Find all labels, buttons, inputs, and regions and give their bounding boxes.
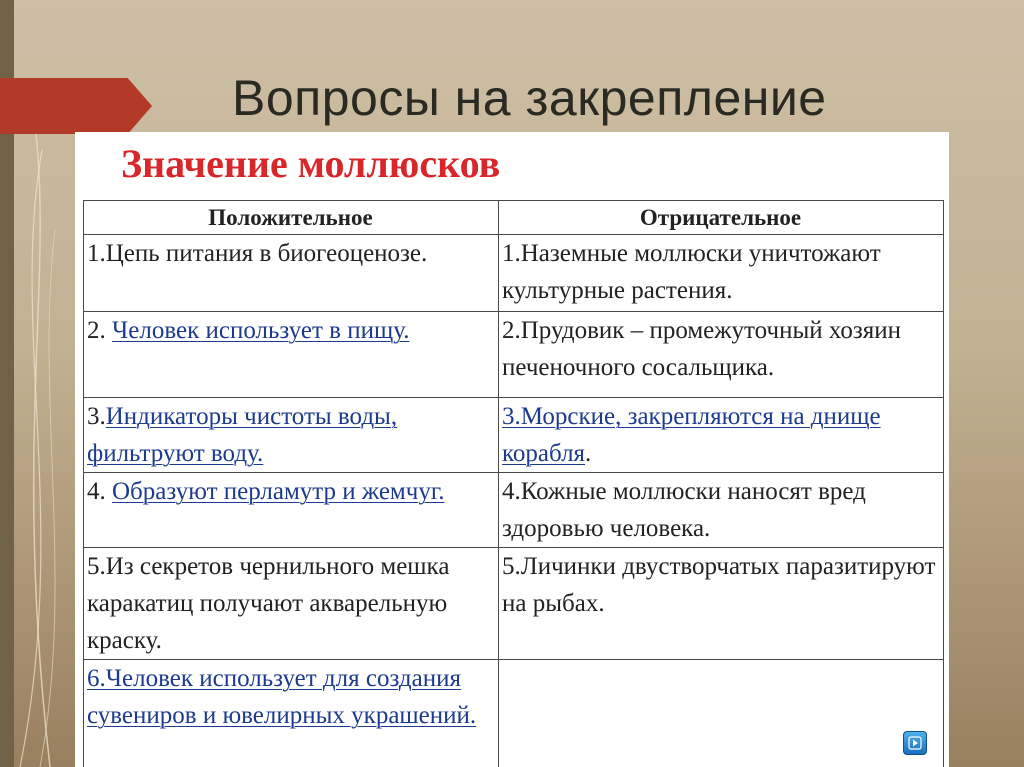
positive-cell bbox=[84, 312, 499, 398]
cell-link[interactable]: Человек использует в пищу. bbox=[112, 317, 410, 344]
positive-cell bbox=[84, 235, 499, 312]
table-row bbox=[84, 660, 944, 767]
cell-text: 4.Кожные моллюски наносят вред здоровью человека. bbox=[502, 478, 866, 542]
positive-cell bbox=[84, 398, 499, 473]
title-arrow-shape bbox=[0, 78, 152, 134]
cell-link[interactable]: Образуют перламутр и жемчуг. bbox=[112, 478, 445, 505]
table-row bbox=[84, 312, 944, 398]
cell-text: 1.Наземные моллюски уничтожают культурные растения. bbox=[502, 240, 881, 304]
cell-text: 2.Прудовик – промежуточный хозяин печеночного сосальщика. bbox=[502, 317, 902, 381]
cell-link[interactable]: 6.Человек использует для создания сувениров и ювелирных украшений. bbox=[87, 665, 477, 729]
header-negative: Отрицательное bbox=[499, 201, 944, 235]
cell-link[interactable]: 3.Морские, закрепляются на днище корабля bbox=[502, 403, 881, 467]
negative-cell bbox=[499, 473, 944, 548]
table-row bbox=[84, 235, 944, 312]
next-slide-icon bbox=[908, 736, 922, 750]
cell-text: 5.Из секретов чернильного мешка каракатиц получают акварельную краску. bbox=[87, 553, 450, 654]
table-header-row bbox=[84, 201, 944, 235]
table-row bbox=[84, 548, 944, 660]
mollusk-importance-table bbox=[83, 200, 944, 767]
card-heading: Значение моллюсков bbox=[121, 141, 501, 186]
negative-cell bbox=[499, 398, 944, 473]
negative-cell bbox=[499, 235, 944, 312]
cell-link[interactable]: Индикаторы чистоты воды, фильтруют воду. bbox=[87, 403, 398, 467]
negative-cell bbox=[499, 312, 944, 398]
cell-text: 5.Личинки двустворчатых паразитируют на рыбах. bbox=[502, 553, 936, 617]
content-card bbox=[75, 132, 949, 767]
cell-text: 1.Цепь питания в биогеоценозе. bbox=[87, 240, 428, 267]
slide-title: Вопросы на закрепление bbox=[232, 70, 827, 126]
negative-cell bbox=[499, 660, 944, 767]
next-slide-button[interactable] bbox=[903, 731, 927, 755]
negative-cell bbox=[499, 548, 944, 660]
cell-text: 3. bbox=[87, 403, 106, 430]
header-positive: Положительное bbox=[84, 201, 499, 235]
cell-text: 4. bbox=[87, 478, 112, 505]
table-row bbox=[84, 473, 944, 548]
table-row bbox=[84, 398, 944, 473]
positive-cell bbox=[84, 473, 499, 548]
cell-suffix: . bbox=[585, 440, 592, 467]
cell-text: 2. bbox=[87, 317, 112, 344]
positive-cell bbox=[84, 548, 499, 660]
positive-cell bbox=[84, 660, 499, 767]
